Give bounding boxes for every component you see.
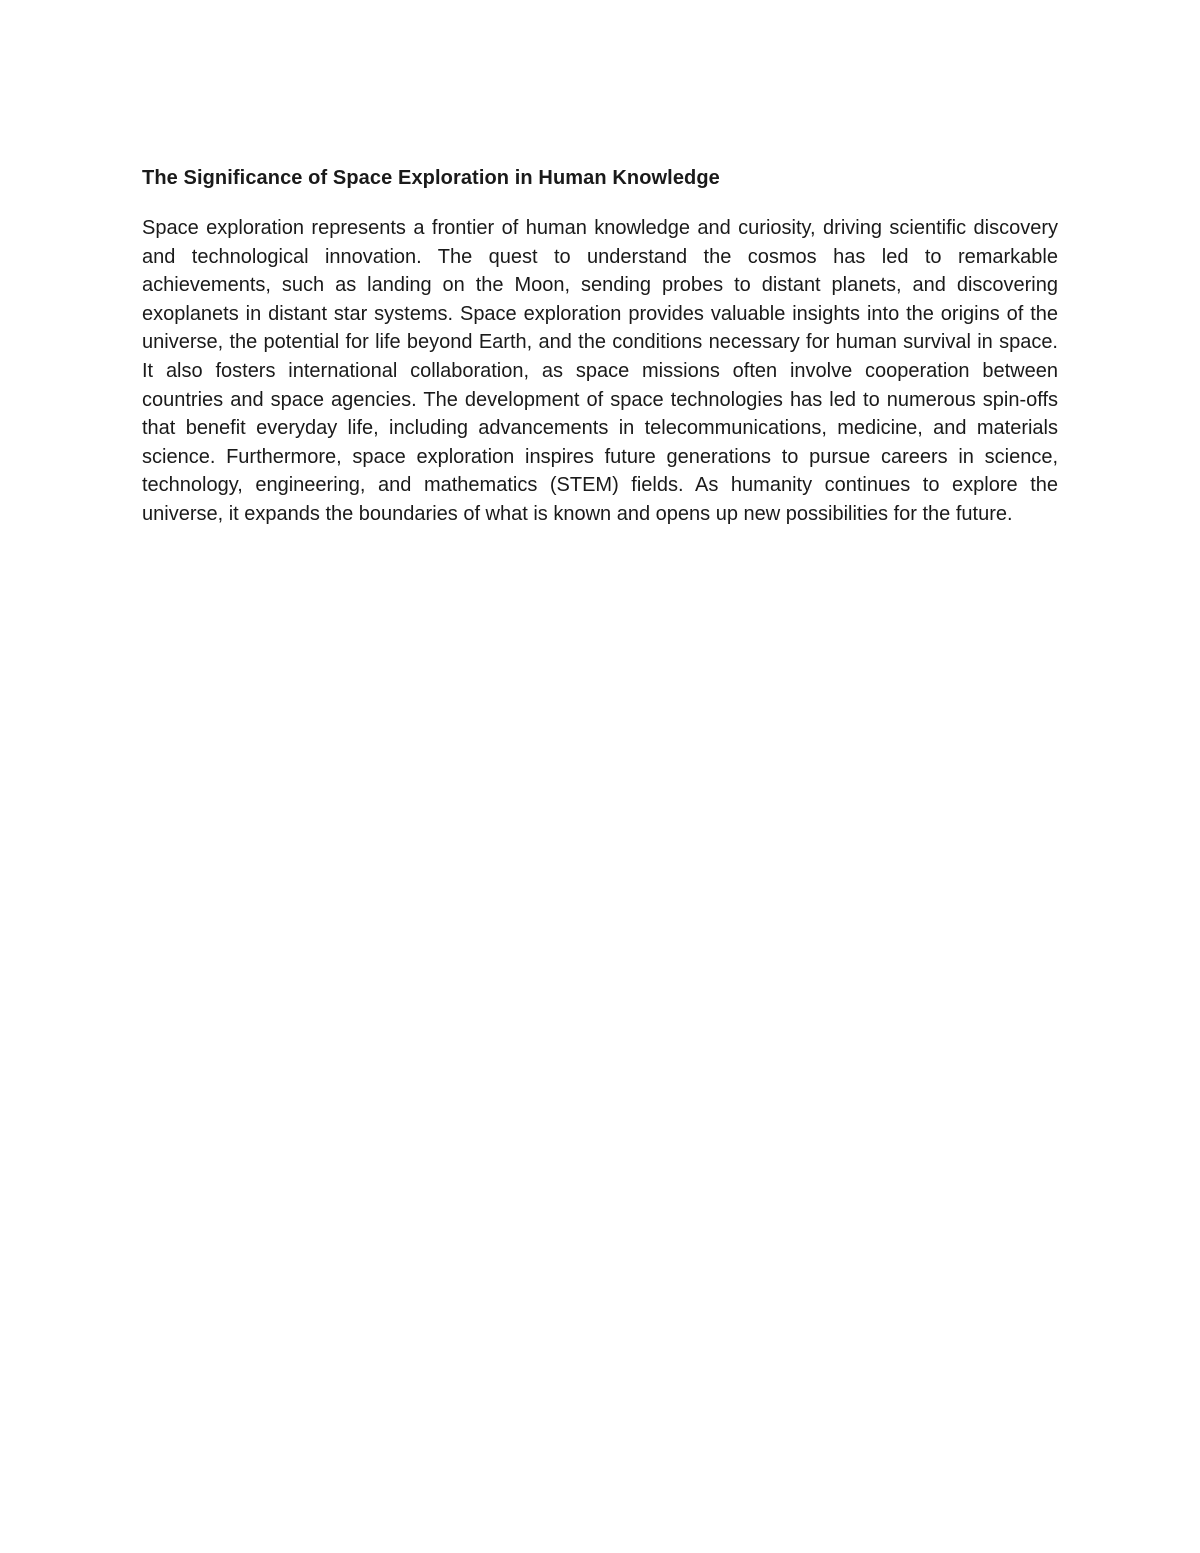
document-title: The Significance of Space Exploration in Human Knowledge — [142, 167, 720, 189]
document-content — [142, 164, 1058, 529]
document-paragraph: Space exploration represents a frontier of human knowledge and curiosity, driving scientific discovery and technological innovation. The quest to understand the cosmos has led to remarkable achievements, such as landing on the Moon, sending probes to distant planets, and discovering exoplanets in distant star systems. Space exploration provides valuable insights into the origins of the universe, the potential for life beyond Earth, and the conditions necessary for human survival in space. It also fosters international collaboration, as space missions often involve cooperation between countries and space agencies. The development of space technologies has led to numerous spin-offs that benefit everyday life, including advancements in telecommunications, medicine, and materials science. Furthermore, space exploration inspires future generations to pursue careers in science, technology, engineering, and mathematics (STEM) fields. As humanity continues to explore the universe, it expands the boundaries of what is known and opens up new possibilities for the future. — [142, 217, 1058, 525]
